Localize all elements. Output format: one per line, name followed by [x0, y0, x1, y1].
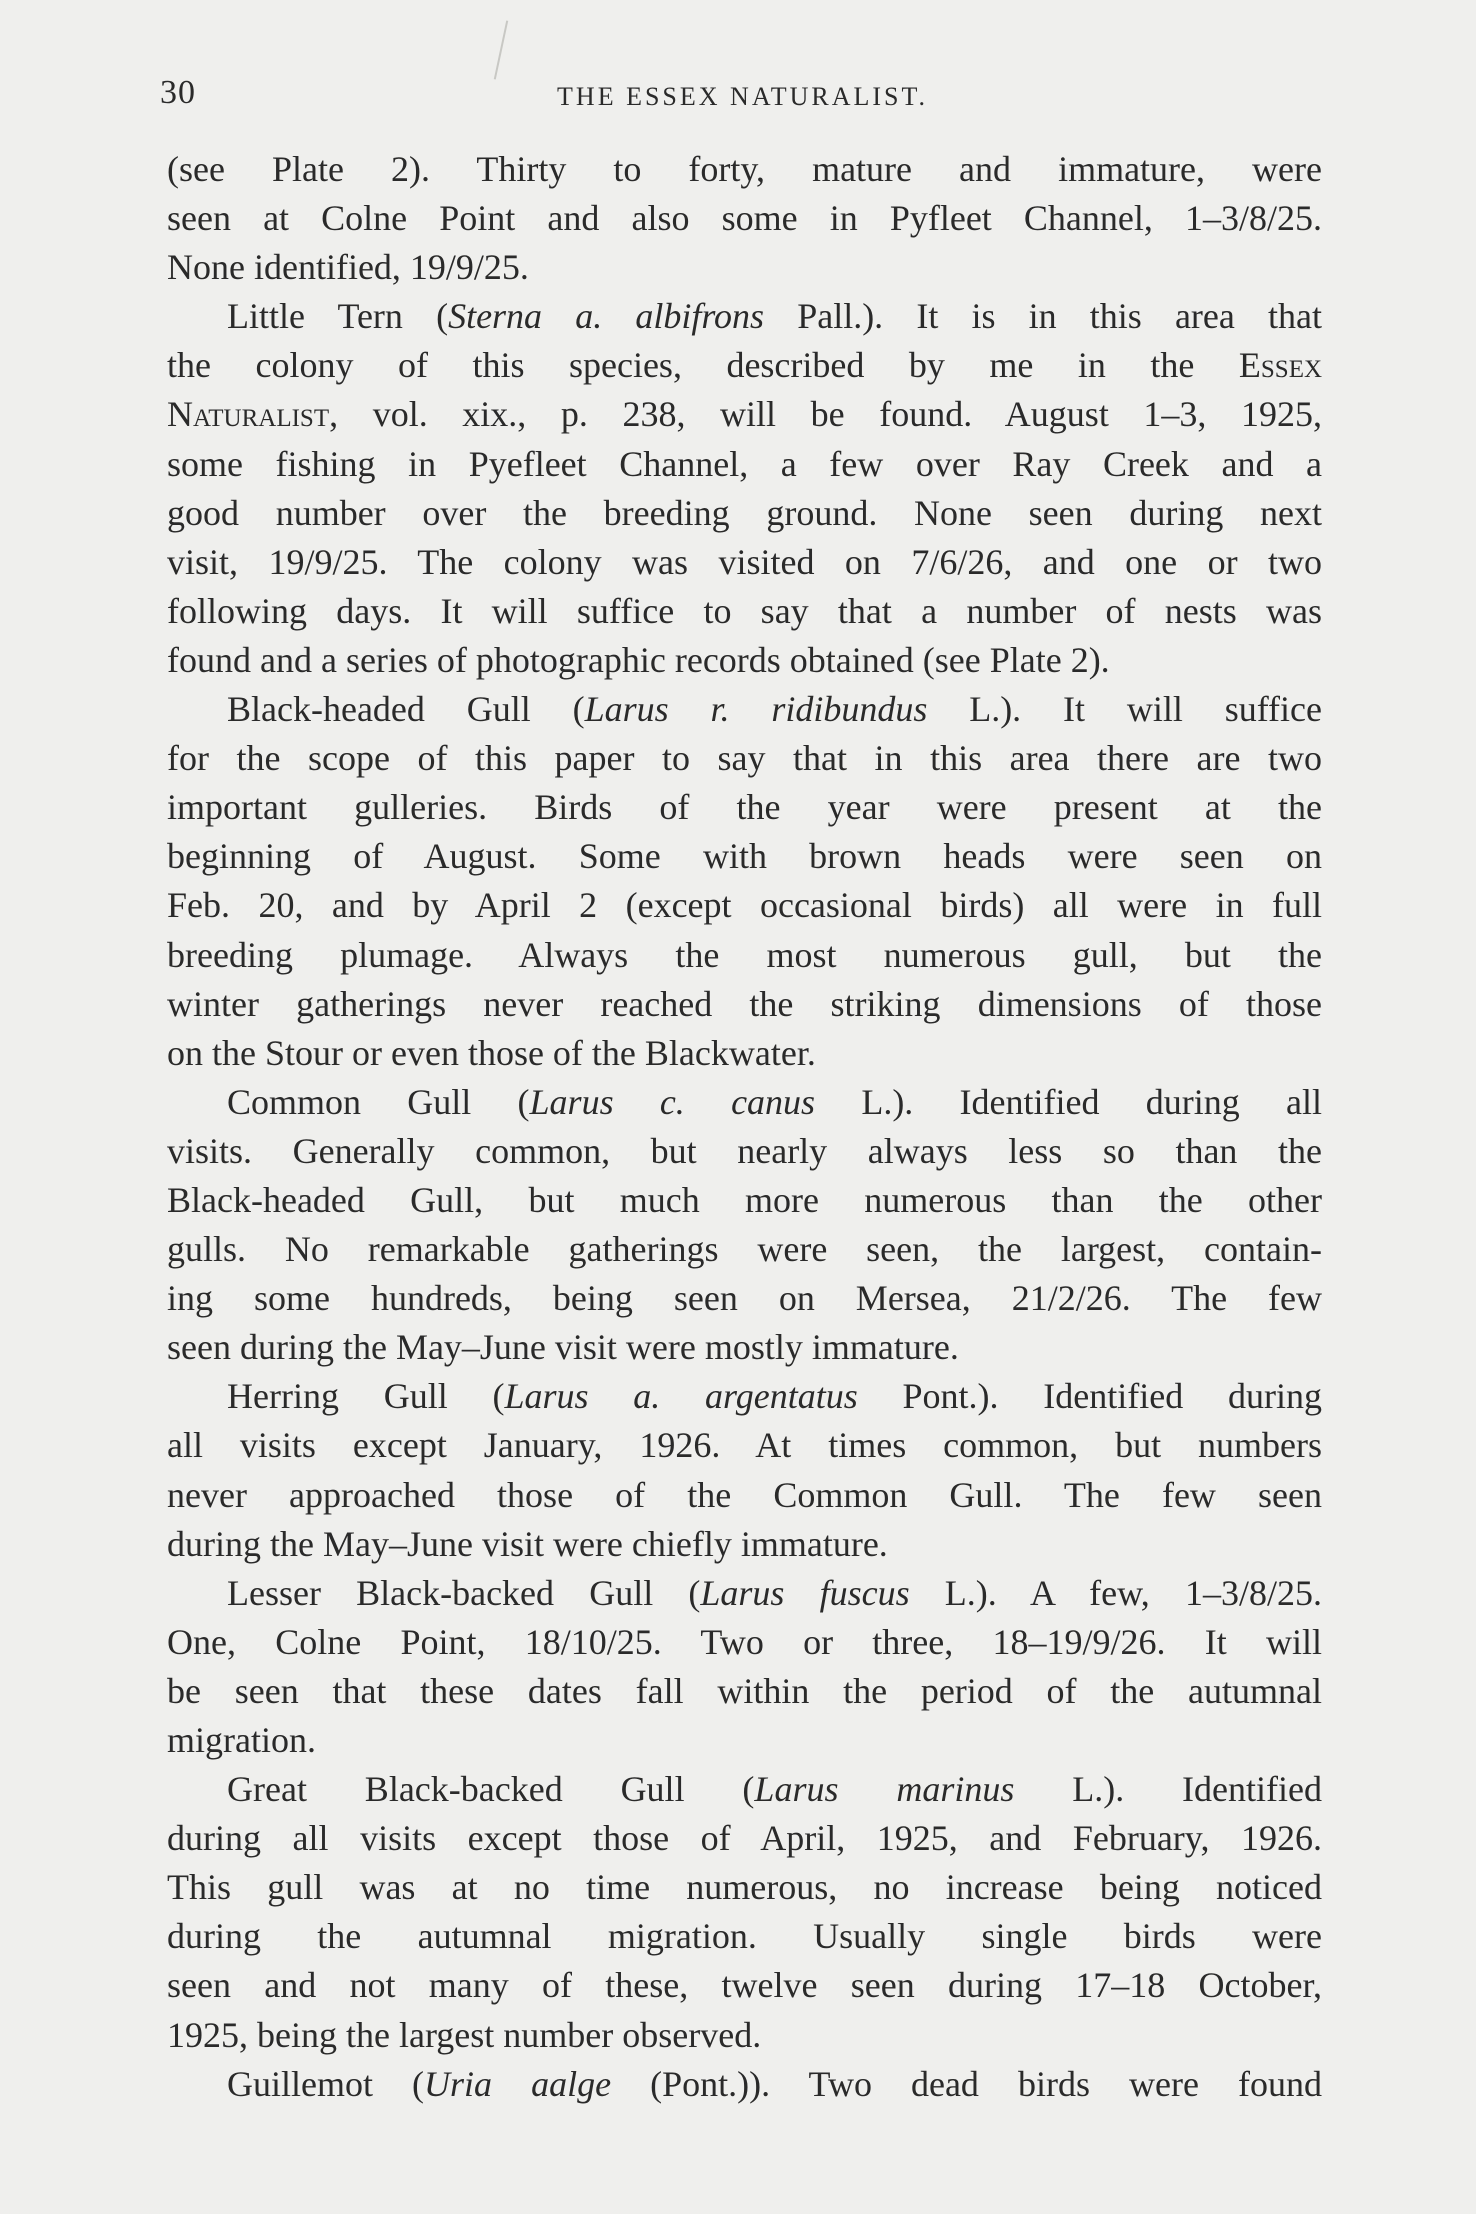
latin-name: Uria aalge — [424, 2063, 612, 2104]
text-line: good number over the breeding ground. None seen during next — [167, 492, 1322, 533]
text-line: winter gatherings never reached the striking dimensions of those — [167, 983, 1322, 1024]
species-entry-herring-gull — [167, 1372, 1322, 1421]
latin-name: Larus a. argentatus — [504, 1376, 858, 1417]
text-span: , vol. xix., p. 238, will be found. August 1–3, 1925, — [329, 394, 1322, 435]
text-line: seen at Colne Point and also some in Pyfleet Channel, 1–3/8/25. — [167, 198, 1322, 239]
species-entry-little-tern — [167, 292, 1322, 341]
text-line: (see Plate 2). Thirty to forty, mature and immature, were — [167, 149, 1322, 189]
common-name: Lesser Black-backed Gull ( — [227, 1572, 701, 1613]
text-line — [167, 390, 1322, 439]
text-line: Black-headed Gull, but much more numerous than the other — [167, 1179, 1322, 1220]
text-line: be seen that these dates fall within the period of the autumnal — [167, 1670, 1322, 1711]
text-line: seen and not many of these, twelve seen during 17–18 October, — [167, 1965, 1322, 2006]
text-line: all visits except January, 1926. At times common, but numbers — [167, 1425, 1322, 1466]
common-name: Guillemot ( — [227, 2063, 425, 2104]
text-line: during all visits except those of April, 1925, and February, 1926. — [167, 1818, 1322, 1859]
text-line: 1925, being the largest number observed. — [167, 2014, 762, 2055]
authority: L.). A few, 1–3/8/25. — [909, 1572, 1322, 1613]
common-name: Black-headed Gull ( — [227, 689, 585, 730]
common-name: Great Black-backed Gull ( — [227, 1769, 755, 1810]
running-title: THE ESSEX NATURALIST. — [557, 82, 928, 111]
body-text — [167, 145, 1322, 2109]
text-line: never approached those of the Common Gull. The few seen — [167, 1474, 1322, 1515]
text-line: during the autumnal migration. Usually single birds were — [167, 1916, 1322, 1957]
text-line: migration. — [167, 1720, 316, 1760]
text-line: important gulleries. Birds of the year were present at the — [167, 787, 1322, 828]
common-name: Herring Gull ( — [227, 1376, 505, 1417]
text-line: visits. Generally common, but nearly always less so than the — [167, 1130, 1322, 1171]
text-line: Feb. 20, and by April 2 (except occasional birds) all were in full — [167, 885, 1322, 926]
text-line: during the May–June visit were chiefly immature. — [167, 1523, 888, 1564]
page-number: 30 — [160, 74, 196, 111]
text-line: visit, 19/9/25. The colony was visited on 7/6/26, and one or two — [167, 541, 1322, 582]
common-name: Little Tern ( — [227, 296, 449, 337]
species-entry-black-headed-gull — [167, 685, 1322, 734]
latin-name: Larus c. canus — [529, 1081, 816, 1122]
text-span: the colony of this species, described by me in the — [167, 345, 1195, 386]
text-line: found and a series of photographic records obtained (see Plate 2). — [167, 639, 1110, 680]
text-line: None identified, 19/9/25. — [167, 247, 529, 288]
authority: Pont.). Identified during — [857, 1376, 1322, 1417]
latin-name: Larus marinus — [754, 1769, 1015, 1810]
species-entry-guillemot — [167, 2060, 1322, 2109]
authority: L.). Identified — [1014, 1769, 1323, 1810]
text-line: This gull was at no time numerous, no increase being noticed — [167, 1867, 1322, 1908]
text-line: for the scope of this paper to say that in this area there are two — [167, 738, 1322, 779]
latin-name: Larus r. ridibundus — [584, 689, 928, 730]
text-line: breeding plumage. Always the most numerous gull, but the — [167, 934, 1322, 975]
text-line: on the Stour or even those of the Blackwater. — [167, 1032, 816, 1073]
common-name: Common Gull ( — [227, 1081, 530, 1122]
text-line: beginning of August. Some with brown heads were seen on — [167, 836, 1322, 877]
authority: L.). It will suffice — [927, 689, 1322, 730]
text-line: some fishing in Pyefleet Channel, a few over Ray Creek and a — [167, 443, 1322, 484]
text-line: One, Colne Point, 18/10/25. Two or three, 18–19/9/26. It will — [167, 1621, 1322, 1662]
text-line: following days. It will suffice to say that a number of nests was — [167, 590, 1322, 631]
text-line — [167, 341, 1322, 390]
latin-name: Larus fuscus — [700, 1572, 910, 1613]
text-line: ing some hundreds, being seen on Mersea, 21/2/26. The few — [167, 1278, 1322, 1319]
authority: L.). Identified during all — [815, 1081, 1322, 1122]
text-line: seen during the May–June visit were mostly immature. — [167, 1327, 959, 1368]
latin-name: Sterna a. albifrons — [448, 296, 765, 337]
text-line: gulls. No remarkable gatherings were seen, the largest, contain- — [167, 1229, 1322, 1270]
species-entry-lesser-black-backed-gull — [167, 1569, 1322, 1618]
authority: (Pont.)). Two dead birds were found — [611, 2063, 1322, 2104]
journal-name-small-caps: Essex — [1238, 345, 1323, 386]
page-header — [160, 70, 1325, 120]
journal-name-small-caps: Naturalist — [167, 394, 330, 435]
species-entry-common-gull — [167, 1078, 1322, 1127]
species-entry-great-black-backed-gull — [167, 1765, 1322, 1814]
authority: Pall.). It is in this area that — [764, 296, 1322, 337]
